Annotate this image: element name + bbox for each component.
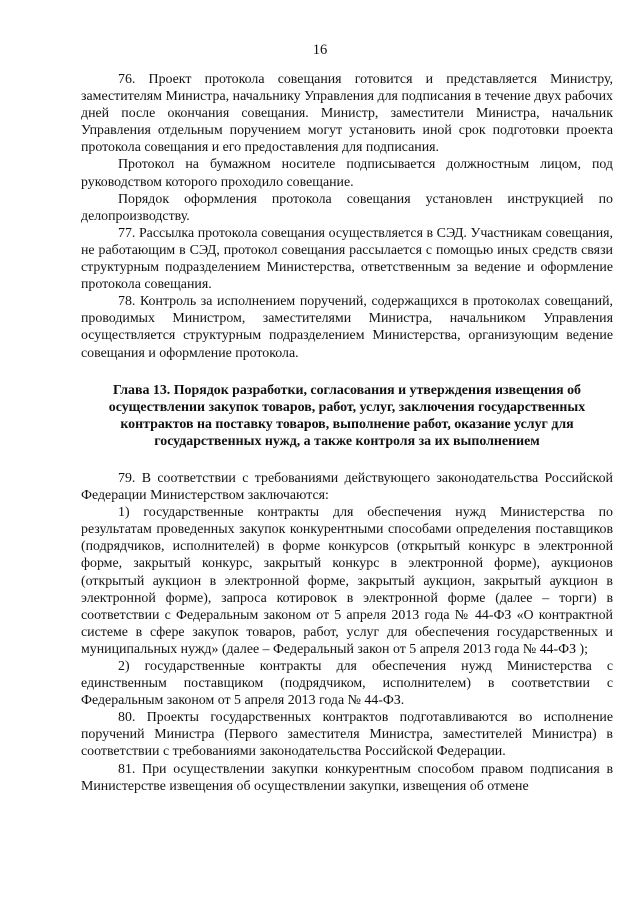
paragraph-81: 81. При осуществлении закупки конкурентным способом правом подписания в Министерстве извещения об осуществлении закупки, извещения об отмене: [81, 761, 613, 794]
paragraph-77: 77. Рассылка протокола совещания осуществляется в СЭД. Участникам совещания, не работающим в СЭД, протокол совещания рассылается с помощью иных средств связи структурным подразделением Министерства, ответственным за ведение и оформление протокола совещания.: [81, 225, 613, 293]
paragraph-protocol-signing: Протокол на бумажном носителе подписывается должностным лицом, под руководством которого проходило совещание.: [81, 157, 613, 190]
paragraph-78: 78. Контроль за исполнением поручений, содержащихся в протоколах совещаний, проводимых Министром, заместителями Министра, начальником Управления осуществляется структурным подразделением Министерства, организующим ведение совещания и оформление протокола.: [81, 294, 613, 361]
chapter-heading: Глава 13. Порядок разработки, согласования и утверждения извещения об осуществлении закупок товаров, работ, услуг, заключения государственных контрактов на поставку товаров, выполнение работ, оказание услуг для государственных нужд, а также контроля за их выполнением: [108, 382, 586, 449]
paragraph-protocol-format: Порядок оформления протокола совещания установлен инструкцией по делопроизводству.: [81, 191, 613, 224]
paragraph-79: 79. В соответствии с требованиями действующего законодательства Российской Федерации Министерством заключаются:: [81, 470, 613, 504]
paragraph-76: 76. Проект протокола совещания готовится и представляется Министру, заместителям Министра, начальнику Управления для подписания в течение двух рабочих дней после окончания совещания. Министр, заместители Министра, начальник Управления отдельным поручением могут установить иной срок подготовки проекта протокола совещания и его предоставления для подписания.: [81, 72, 613, 156]
paragraph-79-item-1: 1) государственные контракты для обеспечения нужд Министерства по результатам проведенных закупок конкурентными способами определения поставщиков (подрядчиков, исполнителей) в форме конкурсов (открытый конкурс в электронной форме, закрытый конкурс, закрытый конкурс в электронной форме), аукционов (открытый аукцион в электронной форме, закрытый аукцион, закрытый аукцион в электронной форме), запроса котировок в электронной форме (далее – торги) в соответствии с Федеральным законом от 5 апреля 2013 года № 44-ФЗ «О контрактной системе в сфере закупок товаров, работ, услуг для обеспечения государственных и муниципальных нужд» (далее – Федеральный закон от 5 апреля 2013 года № 44-ФЗ );: [81, 505, 613, 657]
paragraph-80: 80. Проекты государственных контрактов подготавливаются во исполнение поручений Министра (Первого заместителя Министра, заместителей Министра) в соответствии с требованиями законодательства Российской Федерации.: [81, 710, 613, 760]
paragraph-79-item-2: 2) государственные контракты для обеспечения нужд Министерства с единственным поставщиком (подрядчиком, исполнителем) в соответствии с Федеральным законом от 5 апреля 2013 года № 44-ФЗ.: [81, 659, 613, 709]
page-number: 16: [312, 42, 328, 58]
document-body: [81, 71, 613, 795]
